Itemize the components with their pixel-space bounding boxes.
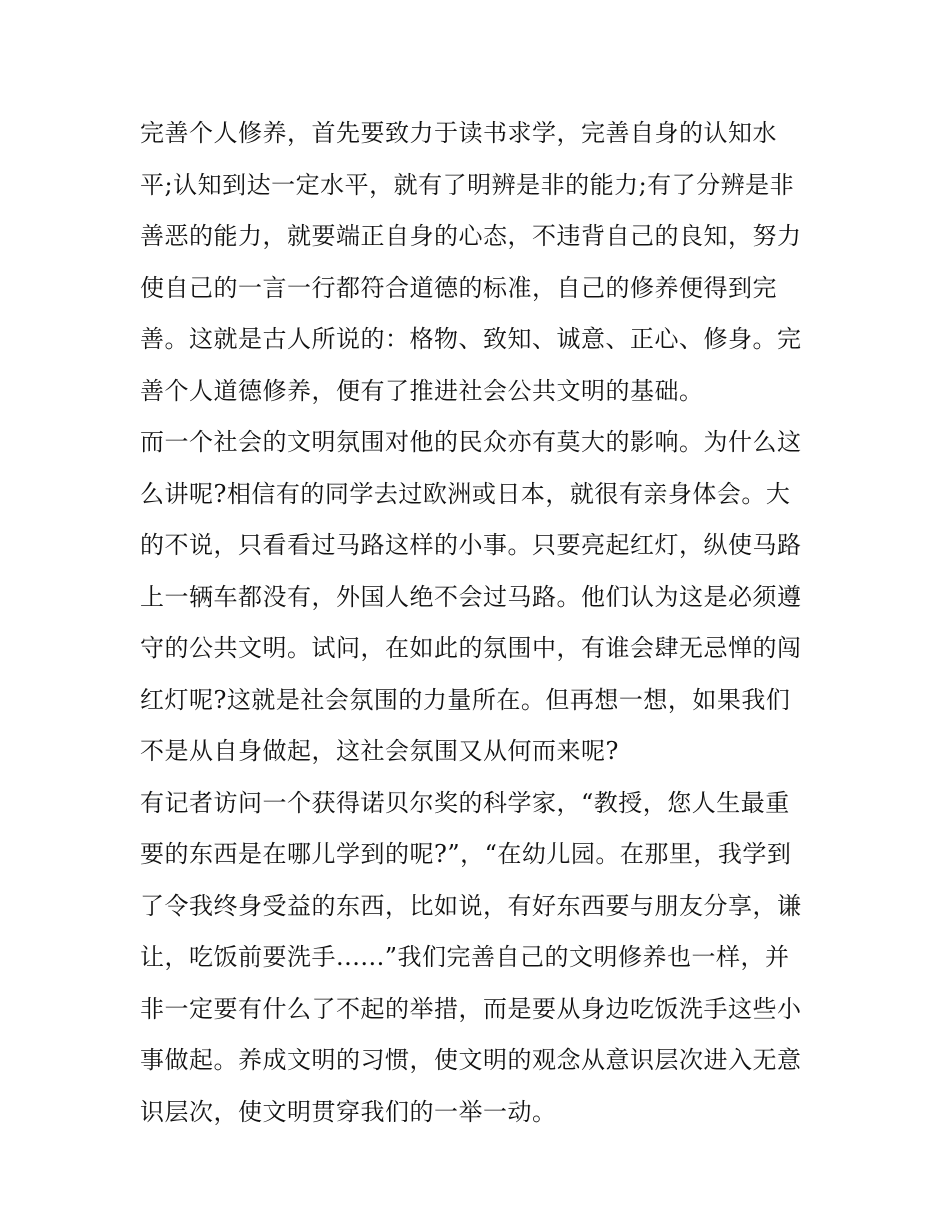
text-line: 红灯呢?这就是社会氛围的力量所在。但再想一想，如果我们 (140, 685, 791, 714)
text-line: 上一辆车都没有，外国人绝不会过马路。他们认为这是必须遵 (140, 582, 802, 611)
text-line: 使自己的一言一行都符合道德的标准，自己的修养便得到完 (140, 273, 777, 302)
text-line: 非一定要有什么了不起的举措，而是要从身边吃饭洗手这些小 (140, 994, 802, 1023)
text-line: 识层次，使文明贯穿我们的一举一动。 (140, 1097, 557, 1126)
text-line: 善恶的能力，就要端正自身的心态，不违背自己的良知，努力 (140, 222, 802, 250)
text-line: 让，吃饭前要洗手......”我们完善自己的文明修养也一样，并 (140, 943, 790, 971)
text-line: 么讲呢?相信有的同学去过欧洲或日本，就很有亲身体会。大 (140, 479, 791, 508)
text-line: 守的公共文明。试问，在如此的氛围中，有谁会肆无忌惮的闯 (140, 634, 802, 662)
paragraph-3 (140, 778, 820, 1139)
text-line: 不是从自身做起，这社会氛围又从何而来呢? (140, 737, 619, 765)
text-line: 的不说，只看看过马路这样的小事。只要亮起红灯，纵使马路 (140, 531, 802, 559)
document-body (140, 108, 820, 1138)
text-line: 善。这就是古人所说的：格物、致知、诚意、正心、修身。完 (140, 325, 802, 353)
text-line: 善个人道德修养，便有了推进社会公共文明的基础。 (140, 376, 704, 405)
paragraph-2 (140, 417, 820, 778)
text-line: 平;认知到达一定水平，就有了明辨是非的能力;有了分辨是非 (140, 170, 795, 199)
text-line: 事做起。养成文明的习惯，使文明的观念从意识层次进入无意 (140, 1046, 802, 1074)
text-line: 了令我终身受益的东西，比如说，有好东西要与朋友分享，谦 (140, 891, 802, 920)
text-line: 要的东西是在哪儿学到的呢?”，“在幼儿园。在那里，我学到 (140, 840, 792, 868)
text-line: 有记者访问一个获得诺贝尔奖的科学家，“教授，您人生最重 (140, 788, 790, 817)
text-line: 而一个社会的文明氛围对他的民众亦有莫大的影响。为什么这 (140, 428, 802, 456)
text-line: 完善个人修养，首先要致力于读书求学，完善自身的认知水 (140, 119, 777, 147)
paragraph-1 (140, 108, 820, 417)
